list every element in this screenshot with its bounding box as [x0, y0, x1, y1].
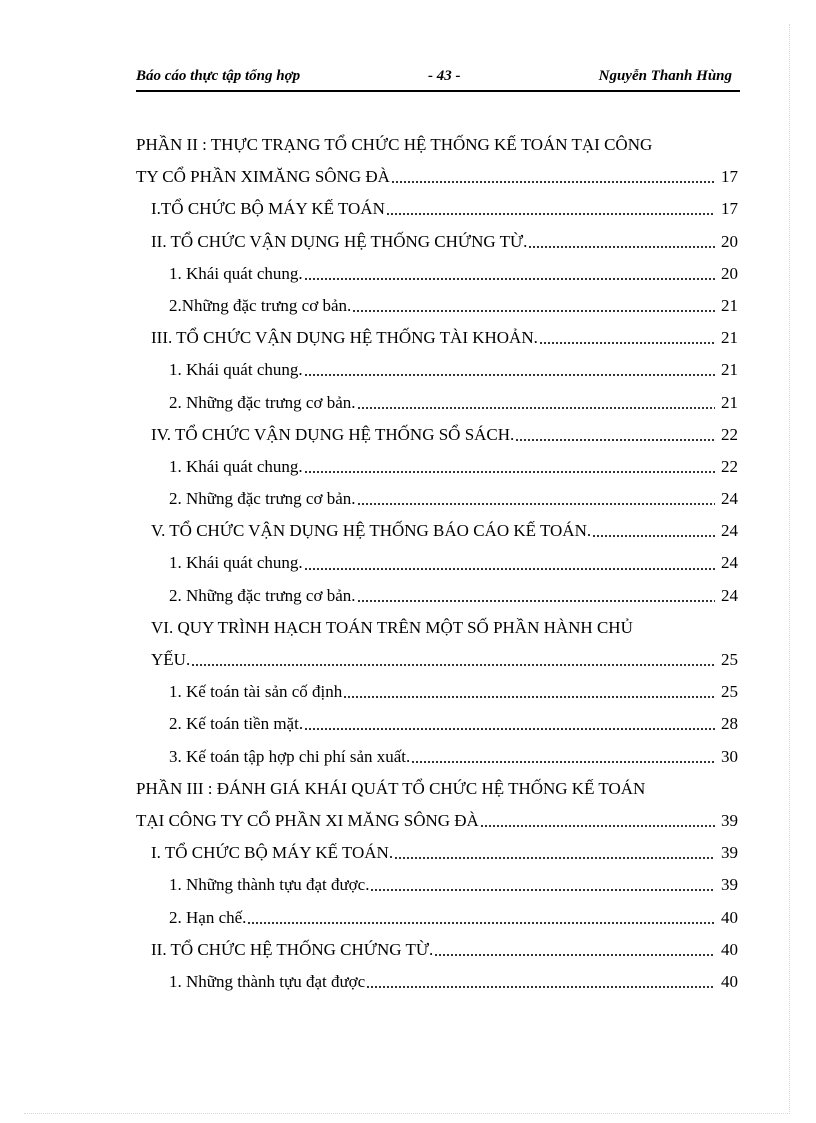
toc-entry-title: II. TỔ CHỨC VẬN DỤNG HỆ THỐNG CHỨNG TỪ. [151, 231, 528, 251]
toc-entry-page: 25 [721, 682, 738, 702]
toc-entry-title: I.TỔ CHỨC BỘ MÁY KẾ TOÁN [151, 199, 385, 219]
toc-entry-page: 24 [721, 585, 738, 605]
toc-entry[interactable] [136, 129, 738, 161]
toc-entry-page: 21 [721, 360, 738, 380]
toc-entry[interactable] [136, 612, 738, 644]
toc-entry[interactable] [136, 258, 738, 290]
toc-dot-leader [357, 489, 715, 509]
toc-entry-page: 24 [721, 553, 738, 573]
toc-dot-leader [592, 521, 715, 541]
toc-entry[interactable] [136, 322, 738, 354]
toc-entry-title: TY CỔ PHẦN XIMĂNG SÔNG ĐÀ [136, 167, 390, 187]
toc-entry-page: 40 [721, 971, 738, 991]
toc-entry-title: II. TỔ CHỨC HỆ THỐNG CHỨNG TỪ. [151, 939, 434, 959]
toc-dot-leader [247, 908, 715, 928]
toc-entry-title: 2. Những đặc trưng cơ bản. [169, 392, 356, 412]
toc-dot-leader [411, 747, 715, 767]
toc-entry-title: 1. Khái quát chung. [169, 456, 303, 476]
table-of-contents [136, 129, 738, 998]
toc-dot-leader [304, 457, 715, 477]
toc-entry-title: IV. TỔ CHỨC VẬN DỤNG HỆ THỐNG SỔ SÁCH. [151, 424, 515, 444]
toc-entry-title: 2. Những đặc trưng cơ bản. [169, 489, 356, 509]
toc-entry[interactable] [136, 193, 738, 225]
toc-entry[interactable] [136, 547, 738, 579]
toc-dot-leader [539, 328, 715, 348]
toc-entry[interactable] [136, 451, 738, 483]
toc-entry-page: 24 [721, 489, 738, 509]
toc-entry[interactable] [136, 226, 738, 258]
toc-entry-page: 24 [721, 521, 738, 541]
toc-entry[interactable] [136, 419, 738, 451]
toc-dot-leader [304, 714, 715, 734]
toc-dot-leader [386, 199, 715, 219]
toc-entry-title: PHẦN III : ĐÁNH GIÁ KHÁI QUÁT TỔ CHỨC HỆ THỐNG KẾ TOÁN [136, 778, 646, 798]
toc-dot-leader [357, 393, 715, 413]
toc-dot-leader [343, 682, 715, 702]
toc-dot-leader [480, 811, 715, 831]
toc-entry[interactable] [136, 290, 738, 322]
toc-entry-page: 39 [721, 810, 738, 830]
toc-entry-page: 21 [721, 295, 738, 315]
toc-dot-leader [357, 586, 715, 606]
toc-entry[interactable] [136, 934, 738, 966]
toc-entry[interactable] [136, 773, 738, 805]
toc-entry[interactable] [136, 741, 738, 773]
header-report-title: Báo cáo thực tập tổng hợp [136, 68, 301, 84]
toc-entry[interactable] [136, 708, 738, 740]
toc-entry-title: PHẦN II : THỰC TRẠNG TỔ CHỨC HỆ THỐNG KẾ TOÁN TẠI CÔNG [136, 135, 653, 154]
toc-entry-title: 2. Những đặc trưng cơ bản. [169, 585, 356, 605]
toc-entry[interactable] [136, 805, 738, 837]
toc-entry[interactable] [136, 869, 738, 901]
toc-entry-title: 1. Những thành tựu đạt được [169, 971, 366, 991]
toc-entry[interactable] [136, 644, 738, 676]
toc-dot-leader [394, 843, 715, 863]
toc-dot-leader [434, 940, 715, 960]
toc-entry[interactable] [136, 387, 738, 419]
toc-entry-title: III. TỔ CHỨC VẬN DỤNG HỆ THỐNG TÀI KHOẢN. [151, 328, 538, 348]
toc-entry-title: 1. Khái quát chung. [169, 360, 303, 380]
toc-entry[interactable] [136, 515, 738, 547]
toc-dot-leader [391, 167, 715, 187]
toc-dot-leader [304, 554, 715, 574]
toc-dot-leader [304, 264, 715, 284]
running-header [136, 66, 740, 92]
toc-entry-page: 20 [721, 263, 738, 283]
toc-dot-leader [304, 360, 715, 380]
toc-entry-title: V. TỔ CHỨC VẬN DỤNG HỆ THỐNG BÁO CÁO KẾ TOÁN. [151, 521, 592, 541]
toc-entry-title: 1. Những thành tựu đạt được. [169, 875, 370, 895]
toc-entry-title: TẠI CÔNG TY CỔ PHẦN XI MĂNG SÔNG ĐÀ [136, 810, 479, 830]
toc-entry-title: 1. Kế toán tài sản cố định [169, 682, 343, 702]
toc-entry-page: 21 [721, 328, 738, 348]
toc-entry-page: 17 [721, 167, 738, 187]
toc-entry-page: 21 [721, 392, 738, 412]
toc-entry-page: 40 [721, 907, 738, 927]
toc-entry-page: 25 [721, 650, 738, 669]
header-author: Nguyễn Thanh Hùng [598, 68, 732, 84]
toc-entry-page: 17 [721, 199, 738, 219]
toc-entry[interactable] [136, 483, 738, 515]
toc-entry[interactable] [136, 837, 738, 869]
toc-entry[interactable] [136, 580, 738, 612]
toc-entry-title: YẾU. [151, 650, 191, 669]
header-page-number: - 43 - [428, 68, 461, 84]
toc-dot-leader [528, 232, 715, 252]
toc-dot-leader [515, 425, 715, 445]
toc-dot-leader [370, 875, 715, 895]
toc-entry-title: VI. QUY TRÌNH HẠCH TOÁN TRÊN MỘT SỐ PHẦN HÀNH CHỦ [151, 617, 633, 637]
toc-entry-title: 2.Những đặc trưng cơ bản. [169, 295, 352, 315]
toc-entry[interactable] [136, 354, 738, 386]
toc-dot-leader [352, 296, 715, 316]
toc-entry-page: 28 [721, 714, 738, 734]
toc-entry-title: 2. Kế toán tiền mặt. [169, 714, 304, 734]
toc-entry-title: 1. Khái quát chung. [169, 263, 303, 283]
toc-dot-leader [191, 650, 715, 670]
toc-entry-page: 20 [721, 231, 738, 251]
toc-entry-title: I. TỔ CHỨC BỘ MÁY KẾ TOÁN. [151, 843, 394, 863]
toc-entry[interactable] [136, 161, 738, 193]
toc-entry-page: 30 [721, 746, 738, 766]
toc-entry-page: 40 [721, 939, 738, 959]
toc-entry-title: 3. Kế toán tập hợp chi phí sản xuất. [169, 746, 411, 766]
toc-entry[interactable] [136, 902, 738, 934]
toc-entry[interactable] [136, 676, 738, 708]
toc-entry-title: 2. Hạn chế. [169, 907, 247, 927]
toc-entry-page: 22 [721, 424, 738, 444]
toc-dot-leader [366, 972, 715, 992]
toc-entry-title: 1. Khái quát chung. [169, 553, 303, 573]
toc-entry-page: 39 [721, 843, 738, 863]
toc-entry-page: 39 [721, 875, 738, 895]
toc-entry[interactable] [136, 966, 738, 998]
toc-entry-page: 22 [721, 456, 738, 476]
